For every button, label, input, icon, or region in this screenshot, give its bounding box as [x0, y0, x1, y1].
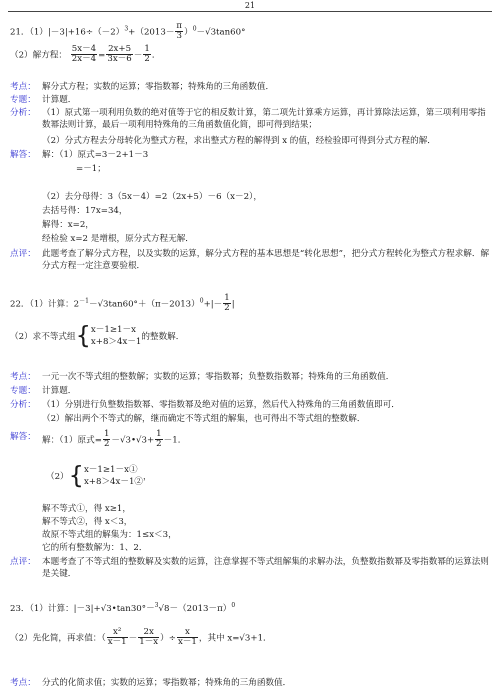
a22-kaodian-label: 考点： — [10, 372, 36, 382]
a22-s2-lead: （2） — [46, 471, 69, 482]
q21-fraction-3: $\frac{1}{2}$ — [144, 44, 150, 65]
a21-zhuanti: 计算题． — [42, 95, 77, 105]
a22-inequality-system: x－1≥1－x① x+8＞4x－1② — [83, 465, 144, 488]
q21-fraction-2: $\frac{2x+5}{3x-6}$ — [107, 44, 132, 65]
a21-jieda-label: 解答： — [10, 150, 36, 160]
q22-p1c: +|－ — [203, 299, 223, 310]
q22-two: 2 — [73, 299, 80, 310]
a22-fenxi-label: 分析： — [10, 400, 36, 410]
q23-part1 — [10, 602, 492, 615]
a21-zhuanti-label: 专题： — [10, 95, 36, 105]
q22-p2-lead: （2）求不等式组 — [10, 331, 76, 342]
a21-step-1: 解：（1）原式=3－2+1－3 — [42, 150, 149, 160]
a22-fenxi-1: （1）分别进行负整数指数幂、零指数幂及绝对值的运算，然后代入特殊角的三角函数值即可． — [42, 400, 400, 410]
q22-part1 — [10, 294, 492, 314]
a22-s1a: 解：（1）原式= — [42, 435, 102, 446]
q21-p1: 21．（1）|－3|+16÷（－2） — [10, 27, 125, 38]
a22-step-5: 故原不等式组的解集为：1≤x＜3， — [42, 530, 177, 540]
q22-part2 — [10, 321, 492, 350]
a21-kaodian: 解分式方程；实数的运算；零指数幂；特殊角的三角函数值． — [42, 82, 275, 92]
q21-eq: = — [98, 50, 106, 61]
a22-s2-tail: ， — [143, 471, 152, 482]
q21-part2 — [10, 45, 492, 65]
q22-p2-tail: 的整数解． — [141, 331, 185, 342]
q21-minus: － — [133, 50, 143, 61]
a22-s1c: －1． — [163, 435, 187, 446]
a22-fenxi-2: （2）解出两个不等式的解，继而确定不等式组的解集，也可得出不等式组的整数解． — [42, 414, 366, 424]
a22-dianping: 本题考查了不等式组的整数解及实数的运算，注意掌握不等式组解集的求解办法，负整数指数幂及零指数幂的运算法则是关键． — [42, 557, 489, 579]
q23-p2-mid: ）÷ — [160, 633, 176, 644]
q23-fraction-a: $\frac{\text{x²}}{x-1}$ — [107, 627, 127, 648]
a21-fenxi-2: （2）分式方程去分母转化为整式方程，求出整式方程的解得到 x 的值，经检验即可得到分式方程的解． — [42, 136, 436, 146]
brace-icon: { — [68, 461, 84, 490]
a21-fenxi-1: （1）原式第一项利用负数的绝对值等于它的相反数计算，第二项先计算乘方运算，再计算除法运算，第三项利用零指数幂法则计算，最后一项利用特殊角的三角函数值化简，即可得到结果； — [42, 108, 486, 130]
q22-exp-m1: －1 — [79, 297, 89, 305]
a21-dianping-label: 点评： — [10, 249, 36, 259]
q23-minus: － — [128, 633, 138, 644]
q22-inequality-system: x－1≥1－x x+8＞4x－1 — [90, 325, 142, 348]
q23-p1b: √8－（2013－π） — [158, 603, 232, 614]
q23-p2-tail: ，其中 x=√3+1． — [198, 633, 272, 644]
q21-part1 — [10, 22, 492, 42]
a21-kaodian-label: 考点： — [10, 82, 36, 92]
a21-step-3: （2）去分母得：3（5x－4）=2（2x+5）－6（x－2）， — [42, 192, 262, 202]
a21-dianping: 此题考查了解分式方程，以及实数的运算，解分式方程的基本思想是“转化思想”，把分式方程转化为整式方程求解．解分式方程一定注意要验根． — [42, 249, 490, 271]
q21-p1b: +（2013－ — [128, 27, 175, 38]
a21-step-6: 经检验 x=2 是增根，原分式方程无解． — [42, 234, 194, 244]
q21-exp: 3 — [124, 25, 129, 33]
a21-step-2: =－1； — [76, 164, 106, 174]
a22-step-6: 它的所有整数解为：1、2． — [42, 543, 148, 553]
brace-icon: { — [75, 321, 91, 350]
q21-p1c: ） — [184, 27, 193, 38]
a22-zhuanti-label: 专题： — [10, 386, 36, 396]
q21-period: ． — [151, 50, 161, 61]
q21-p1d: －√3tan60° — [196, 27, 246, 38]
q23-part2 — [10, 628, 492, 648]
a21-fenxi-label: 分析： — [10, 108, 36, 118]
a22-s1b: －√3•√3+ — [111, 435, 155, 446]
q21-fraction-1: $\frac{5x-4}{2x-4}$ — [71, 44, 97, 65]
a21-step-4: 去括号得：17x=34， — [42, 206, 128, 216]
q21-pi-fraction: $\frac{\pi}{3}$ — [176, 21, 183, 42]
a22-half-2: $\frac{1}{2}$ — [156, 429, 162, 450]
a22-step-3: 解不等式①，得 x≥1， — [42, 504, 131, 514]
q23-p2-lead: （2）先化简，再求值：（ — [10, 633, 106, 644]
q22-p1a: 22．（1）计算： — [10, 299, 74, 310]
a22-step-2 — [46, 461, 152, 490]
q23-fraction-c: $\frac{x}{x-1}$ — [177, 627, 197, 648]
a21-step-5: 解得：x=2， — [42, 220, 94, 230]
q21-p2-lead: （2）解方程： — [10, 50, 68, 61]
q22-p1d: | — [231, 299, 235, 310]
header-rule — [8, 11, 492, 12]
a23-kaodian-label: 考点： — [10, 678, 36, 688]
q22-half-fraction: $\frac{1}{2}$ — [224, 293, 230, 314]
a22-kaodian: 一元一次不等式组的整数解；实数的运算；零指数幂；负整数指数幂；特殊角的三角函数值． — [42, 372, 395, 382]
a22-jieda-label: 解答： — [10, 432, 36, 442]
q23-fraction-b: $\frac{2x}{1-x}$ — [139, 627, 159, 648]
q22-exp0: 0 — [199, 297, 204, 305]
a22-zhuanti: 计算题． — [42, 386, 77, 396]
a23-kaodian: 分式的化简求值；实数的运算；零指数幂；特殊角的三角函数值． — [42, 678, 292, 688]
page-number: 21 — [244, 1, 256, 10]
a22-step-1 — [42, 430, 186, 450]
q21-exp0: 0 — [192, 25, 197, 33]
q23-cube-index: 3 — [154, 602, 159, 609]
a22-half-1: $\frac{1}{2}$ — [103, 429, 110, 450]
q22-p1b: －√3tan60°＋（π－2013） — [88, 299, 200, 310]
a22-step-4: 解不等式②，得 x＜3， — [42, 517, 133, 527]
q23-exp0: 0 — [231, 602, 236, 609]
q23-p1a: 23．（1）计算：|－3|+√3•tan30°－ — [10, 603, 155, 614]
a22-dianping-label: 点评： — [10, 557, 36, 567]
